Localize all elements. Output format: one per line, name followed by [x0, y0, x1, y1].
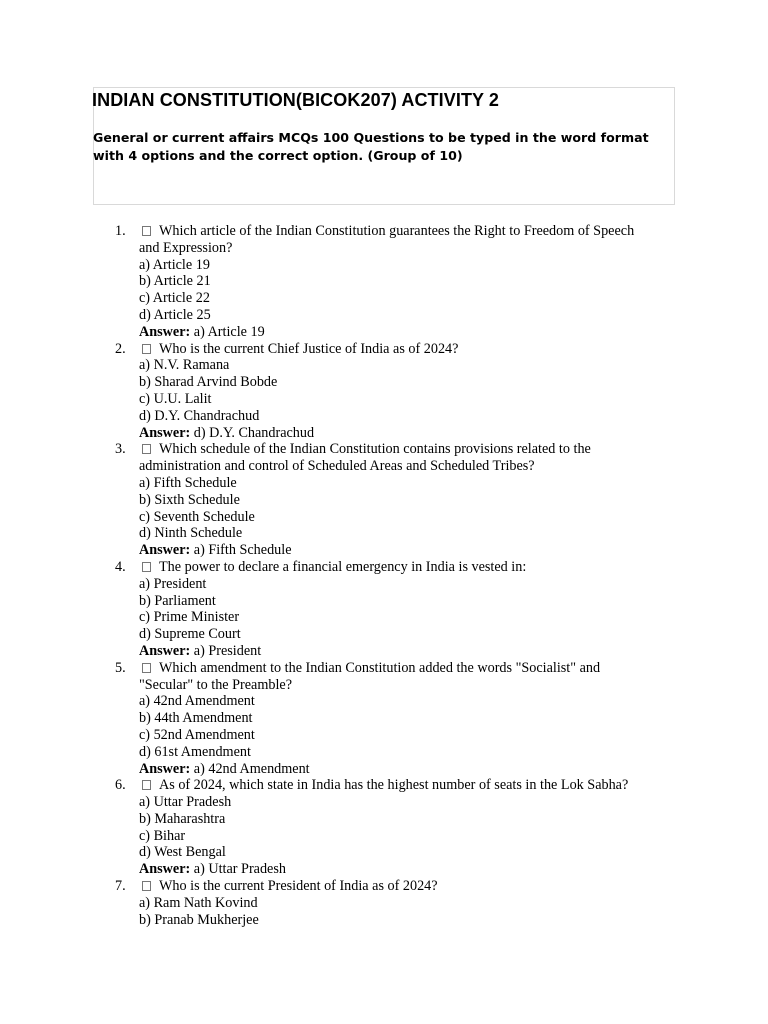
question-text-line	[139, 878, 649, 895]
answer-option: b) Pranab Mukherjee	[139, 911, 259, 928]
answer-value: a) President	[193, 642, 262, 659]
answer-option: b) Sharad Arvind Bobde	[139, 374, 278, 391]
question-number: 2.	[115, 340, 126, 357]
question-number: 3.	[115, 441, 126, 458]
missing-glyph-box-icon	[142, 780, 151, 790]
question-text-line	[139, 559, 649, 576]
question-text-line	[139, 441, 649, 475]
missing-glyph-box-icon	[142, 663, 151, 673]
question-text: The power to declare a financial emergency in India is vested in:	[159, 558, 527, 575]
answer-option: b) 44th Amendment	[139, 710, 253, 727]
question-number: 4.	[115, 558, 126, 575]
answer-option: c) Article 22	[139, 290, 210, 307]
missing-glyph-box-icon	[142, 881, 151, 891]
answer-value: d) D.Y. Chandrachud	[193, 424, 315, 441]
document-title: INDIAN CONSTITUTION(BICOK207) ACTIVITY 2	[92, 90, 500, 110]
answer-label: Answer:	[139, 760, 191, 777]
answer-label: Answer:	[139, 424, 191, 441]
question-number: 7.	[115, 878, 126, 895]
answer-option: a) 42nd Amendment	[139, 693, 255, 710]
answer-option: a) Uttar Pradesh	[139, 794, 232, 811]
question-item	[0, 441, 649, 559]
answer-option: c) U.U. Lalit	[139, 390, 212, 407]
answer-value: a) 42nd Amendment	[193, 760, 310, 777]
answer-option: a) N.V. Ramana	[139, 357, 230, 374]
question-text: Which schedule of the Indian Constitution contains provisions related to the administration and control of Scheduled Areas and Scheduled Tribes?	[139, 441, 591, 475]
question-item	[0, 341, 649, 442]
question-item	[0, 559, 649, 660]
answer-label: Answer:	[139, 861, 191, 878]
question-text: Which amendment to the Indian Constitution added the words "Socialist" and "Secular" to the Preamble?	[139, 659, 601, 693]
answer-option: a) Fifth Schedule	[139, 474, 237, 491]
answer-option: c) 52nd Amendment	[139, 726, 255, 743]
answer-value: a) Fifth Schedule	[193, 542, 292, 559]
correct-answer	[139, 542, 649, 559]
answer-option: d) West Bengal	[139, 844, 226, 861]
question-item	[0, 223, 649, 341]
correct-answer	[139, 643, 649, 660]
question-item	[0, 777, 649, 878]
question-number: 6.	[115, 777, 126, 794]
question-text: Who is the current President of India as of 2024?	[159, 878, 438, 895]
question-item	[0, 878, 649, 928]
answer-option: b) Parliament	[139, 592, 216, 609]
answer-label: Answer:	[139, 642, 191, 659]
question-text-line	[139, 341, 649, 358]
question-text: As of 2024, which state in India has the highest number of seats in the Lok Sabha?	[159, 777, 629, 794]
answer-option: d) Ninth Schedule	[139, 525, 243, 542]
missing-glyph-box-icon	[142, 444, 151, 454]
correct-answer	[139, 761, 649, 778]
answer-value: a) Uttar Pradesh	[193, 861, 286, 878]
question-text: Which article of the Indian Constitution guarantees the Right to Freedom of Speech and Expression?	[139, 223, 635, 256]
answer-option: c) Seventh Schedule	[139, 508, 255, 525]
question-number: 5.	[115, 659, 126, 676]
answer-label: Answer:	[139, 542, 191, 559]
answer-option: d) D.Y. Chandrachud	[139, 407, 260, 424]
answer-option: a) Article 19	[139, 256, 210, 273]
question-item	[0, 660, 649, 778]
missing-glyph-box-icon	[142, 344, 151, 354]
question-text-line	[139, 223, 649, 257]
answer-option: c) Bihar	[139, 827, 186, 844]
question-number: 1.	[115, 223, 126, 239]
question-list	[0, 223, 649, 928]
missing-glyph-box-icon	[142, 226, 151, 236]
question-text-line	[139, 660, 649, 694]
correct-answer	[139, 324, 649, 341]
answer-value: a) Article 19	[193, 323, 265, 340]
answer-option: b) Maharashtra	[139, 810, 226, 827]
answer-option: d) Supreme Court	[139, 626, 241, 643]
question-text: Who is the current Chief Justice of India as of 2024?	[159, 340, 459, 357]
correct-answer	[139, 861, 649, 878]
question-text-line	[139, 777, 649, 794]
answer-option: b) Sixth Schedule	[139, 491, 240, 508]
answer-option: c) Prime Minister	[139, 609, 240, 626]
missing-glyph-box-icon	[142, 562, 151, 572]
answer-label: Answer:	[139, 323, 191, 340]
correct-answer	[139, 425, 649, 442]
document-subtitle: General or current affairs MCQs 100 Questions to be typed in the word format with 4 options and the correct option. (Group of 10)	[93, 130, 649, 163]
answer-option: a) Ram Nath Kovind	[139, 894, 258, 911]
answer-option: a) President	[139, 575, 207, 592]
answer-option: d) Article 25	[139, 306, 211, 323]
answer-option: d) 61st Amendment	[139, 743, 251, 760]
answer-option: b) Article 21	[139, 273, 211, 290]
